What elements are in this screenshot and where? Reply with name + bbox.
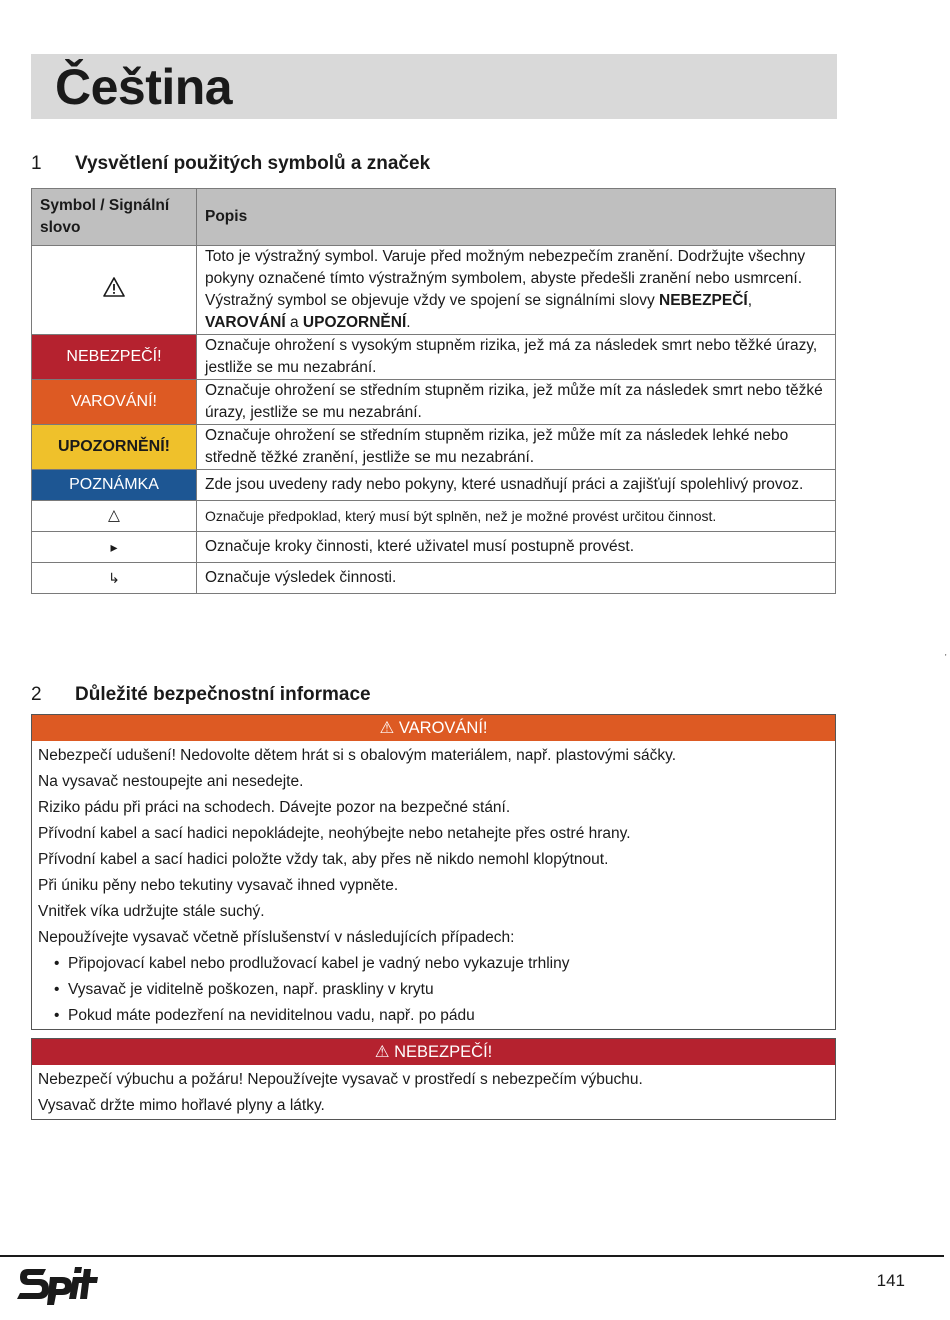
table-row — [32, 425, 836, 470]
spit-logo — [16, 1263, 100, 1307]
page-number: 141 — [876, 1271, 905, 1290]
signal-word-danger: NEBEZPEČÍ! — [32, 335, 197, 380]
warning-line: Na vysavač nestoupejte ani nesedejte. — [38, 773, 304, 790]
table-row — [32, 563, 836, 594]
table-row — [32, 380, 836, 425]
warning-line: Vnitřek víka udržujte stále suchý. — [38, 903, 265, 920]
warning-line: Při úniku pěny nebo tekutiny vysavač ihned vypněte. — [38, 877, 399, 894]
description-cell: Označuje ohrožení se středním stupněm rizika, jež může mít za následek smrt nebo těžké úrazy, jestliže se mu nezabrání. — [197, 380, 836, 425]
section-heading — [31, 153, 430, 175]
result-arrow-icon: ↳ — [32, 563, 197, 594]
table-row — [32, 246, 836, 335]
danger-box-heading: ⚠ NEBEZPEČÍ! — [32, 1039, 835, 1065]
description-cell: Označuje ohrožení se středním stupněm rizika, jež může mít za následek lehké nebo středně těžké zranění, jestliže se mu nezabrání. — [197, 425, 836, 470]
signal-word-caution: UPOZORNĚNÍ! — [32, 425, 197, 470]
warning-box-body — [32, 741, 835, 1029]
language-title: Čeština — [55, 59, 233, 115]
section-number: 1 — [31, 153, 42, 174]
warning-line: Přívodní kabel a sací hadici nepokládejte, neohýbejte nebo netahejte přes ostré hrany. — [38, 825, 631, 842]
warning-line: Riziko pádu při práci na schodech. Dávejte pozor na bezpečné stání. — [38, 799, 511, 816]
warning-line: Nebezpečí udušení! Nedovolte dětem hrát si s obalovým materiálem, např. plastovými sáčky. — [38, 747, 677, 764]
description-cell: Označuje výsledek činnosti. — [197, 563, 836, 594]
table-row — [32, 532, 836, 563]
description-cell: Zde jsou uvedeny rady nebo pokyny, které usnadňují práci a zajišťují spolehlivý provoz. — [197, 470, 836, 501]
section-heading — [31, 684, 371, 706]
section-title: Vysvětlení použitých symbolů a značek — [75, 153, 431, 174]
description-cell: Označuje ohrožení s vysokým stupněm rizika, jež má za následek smrt nebo těžké úrazy, jestliže se mu nezabrání. — [197, 335, 836, 380]
table-row — [32, 470, 836, 501]
danger-box — [31, 1038, 836, 1120]
edge-mark: ' — [945, 653, 947, 662]
warning-triangle-icon — [103, 277, 125, 297]
warning-box-heading: ⚠ VAROVÁNÍ! — [32, 715, 835, 741]
symbols-table — [31, 188, 836, 594]
column-header-symbol: Symbol / Signální slovo — [32, 189, 197, 246]
danger-box-body — [32, 1065, 835, 1119]
danger-line: Nebezpečí výbuchu a požáru! Nepoužívejte vysavač v prostředí s nebezpečím výbuchu. — [38, 1071, 643, 1088]
danger-line: Vysavač držte mimo hořlavé plyny a látky. — [38, 1097, 325, 1114]
warning-bullet-list — [38, 951, 829, 1029]
list-item: • Pokud máte podezření na neviditelnou vadu, např. po pádu — [54, 1003, 829, 1029]
footer-divider — [0, 1255, 944, 1257]
table-header-row — [32, 189, 836, 246]
warning-line: Přívodní kabel a sací hadici položte vždy tak, aby přes ně nikdo nemohl klopýtnout. — [38, 851, 609, 868]
table-row — [32, 501, 836, 532]
signal-word-warning: VAROVÁNÍ! — [32, 380, 197, 425]
column-header-description: Popis — [197, 189, 836, 246]
description-cell: Označuje předpoklad, který musí být splněn, než je možné provést určitou činnost. — [197, 501, 836, 532]
list-item: • Připojovací kabel nebo prodlužovací kabel je vadný nebo vykazuje trhliny — [54, 951, 829, 977]
prerequisite-icon: △ — [32, 501, 197, 532]
description-cell: Toto je výstražný symbol. Varuje před možným nebezpečím zranění. Dodržujte všechny pokyny označené tímto výstražným symbolem, abyste předešli zranění nebo usmrcení. Výstražný symbol se objevuje vždy ve spojení se signálními slovy NEBEZPEČÍ, VAROVÁNÍ a UPOZORNĚNÍ. — [197, 246, 836, 335]
table-row — [32, 335, 836, 380]
warning-box — [31, 714, 836, 1030]
symbol-cell — [32, 246, 197, 335]
step-arrow-icon: ▸ — [32, 532, 197, 563]
language-banner — [31, 54, 837, 119]
section-title: Důležité bezpečnostní informace — [75, 684, 371, 705]
signal-word-notice: POZNÁMKA — [32, 470, 197, 501]
warning-line: Nepoužívejte vysavač včetně příslušenství v následujících případech: — [38, 929, 515, 946]
description-cell: Označuje kroky činnosti, které uživatel musí postupně provést. — [197, 532, 836, 563]
section-number: 2 — [31, 684, 42, 705]
list-item: • Vysavač je viditelně poškozen, např. praskliny v krytu — [54, 977, 829, 1003]
